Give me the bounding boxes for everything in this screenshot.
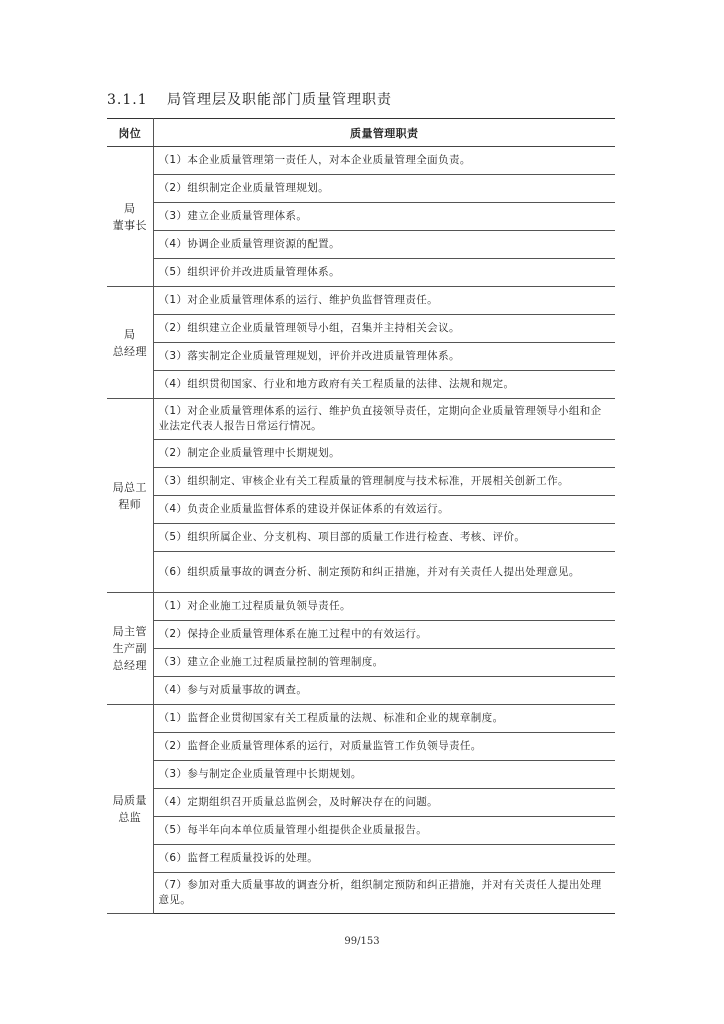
table-row xyxy=(107,147,615,175)
table-row xyxy=(107,259,615,287)
table-row xyxy=(107,315,615,343)
duty-cell: （2）保持企业质量管理体系在施工过程中的有效运行。 xyxy=(153,621,615,649)
section-heading xyxy=(107,89,392,109)
duty-cell: （2）组织制定企业质量管理规划。 xyxy=(153,175,615,203)
duty-cell: （7）参加对重大质量事故的调查分析，组织制定预防和纠正措施，并对有关责任人提出处理意见。 xyxy=(153,873,615,914)
duty-cell: （3）参与制定企业质量管理中长期规划。 xyxy=(153,761,615,789)
table-row xyxy=(107,468,615,496)
duty-cell: （4）参与对质量事故的调查。 xyxy=(153,677,615,705)
duty-cell: （2）制定企业质量管理中长期规划。 xyxy=(153,440,615,468)
table-row xyxy=(107,873,615,914)
duty-cell: （6）组织质量事故的调查分析、制定预防和纠正措施，并对有关责任人提出处理意见。 xyxy=(153,552,615,593)
table-row xyxy=(107,817,615,845)
role-text-line: 程师 xyxy=(118,497,142,511)
table-row xyxy=(107,440,615,468)
table-row xyxy=(107,761,615,789)
role-text-line: 总监 xyxy=(118,811,142,824)
header-role: 岗位 xyxy=(107,119,153,147)
duty-cell: （1）监督企业贯彻国家有关工程质量的法规、标准和企业的规章制度。 xyxy=(153,705,615,733)
duty-cell: （5）每半年向本单位质量管理小组提供企业质量报告。 xyxy=(153,817,615,845)
table-row xyxy=(107,524,615,552)
duty-cell: （1）对企业质量管理体系的运行、维护负直接领导责任，定期向企业质量管理领导小组和企业法定代表人报告日常运行情况。 xyxy=(153,399,615,440)
table-row xyxy=(107,231,615,259)
duty-cell: （4）组织贯彻国家、行业和地方政府有关工程质量的法律、法规和规定。 xyxy=(153,371,615,399)
table-row xyxy=(107,621,615,649)
table-row xyxy=(107,705,615,733)
group-general-manager xyxy=(107,287,615,399)
duty-cell: （6）监督工程质量投诉的处理。 xyxy=(153,845,615,873)
group-chief-engineer xyxy=(107,399,615,593)
role-text-line: 董事长 xyxy=(112,218,147,232)
page-number: 99/153 xyxy=(344,936,380,947)
duty-cell: （3）建立企业施工过程质量控制的管理制度。 xyxy=(153,649,615,677)
responsibility-table xyxy=(107,118,615,914)
group-chairman xyxy=(107,147,615,287)
section-title: 局管理层及职能部门质量管理职责 xyxy=(167,92,392,108)
duty-cell: （1）对企业质量管理体系的运行、维护负监督管理责任。 xyxy=(153,287,615,315)
table-row xyxy=(107,343,615,371)
duty-cell: （2）监督企业质量管理体系的运行，对质量监管工作负领导责任。 xyxy=(153,733,615,761)
header-duty: 质量管理职责 xyxy=(153,119,615,147)
role-text-line: 局质量 xyxy=(112,794,147,807)
table-row xyxy=(107,593,615,621)
table-row xyxy=(107,789,615,817)
group-production-vice-gm xyxy=(107,593,615,705)
group-quality-director xyxy=(107,705,615,914)
role-text-line: 局主管 xyxy=(112,625,147,638)
role-text-line: 局 xyxy=(124,327,136,341)
role-text-line: 总经理 xyxy=(112,659,147,672)
duty-cell: （4）协调企业质量管理资源的配置。 xyxy=(153,231,615,259)
role-cell-chairman xyxy=(107,147,153,287)
table-row xyxy=(107,287,615,315)
duty-cell: （2）组织建立企业质量管理领导小组，召集并主持相关会议。 xyxy=(153,315,615,343)
table-row xyxy=(107,496,615,524)
section-number: 3.1.1 xyxy=(107,92,148,108)
duty-cell: （3）落实制定企业质量管理规划，评价并改进质量管理体系。 xyxy=(153,343,615,371)
role-text-line: 局 xyxy=(124,201,136,215)
table-row xyxy=(107,677,615,705)
table-header-row xyxy=(107,119,615,147)
role-cell-chief-engineer xyxy=(107,399,153,593)
duty-cell: （4）负责企业质量监督体系的建设并保证体系的有效运行。 xyxy=(153,496,615,524)
table-row xyxy=(107,371,615,399)
role-cell-quality-director xyxy=(107,705,153,914)
duty-cell: （3）建立企业质量管理体系。 xyxy=(153,203,615,231)
duty-cell: （3）组织制定、审核企业有关工程质量的管理制度与技术标准，开展相关创新工作。 xyxy=(153,468,615,496)
duty-cell: （5）组织所属企业、分支机构、项目部的质量工作进行检查、考核、评价。 xyxy=(153,524,615,552)
table-row xyxy=(107,399,615,440)
table-row xyxy=(107,175,615,203)
role-text-line: 生产副 xyxy=(112,642,147,655)
duty-cell: （1）本企业质量管理第一责任人，对本企业质量管理全面负责。 xyxy=(153,147,615,175)
role-cell-production-vice-gm xyxy=(107,593,153,705)
duty-cell: （4）定期组织召开质量总监例会，及时解决存在的问题。 xyxy=(153,789,615,817)
table-row xyxy=(107,845,615,873)
role-text-line: 总经理 xyxy=(112,344,147,358)
role-cell-general-manager xyxy=(107,287,153,399)
table-row xyxy=(107,649,615,677)
role-text-line: 局总工 xyxy=(112,480,147,494)
duty-cell: （5）组织评价并改进质量管理体系。 xyxy=(153,259,615,287)
table-row xyxy=(107,733,615,761)
table-row xyxy=(107,552,615,593)
duty-cell: （1）对企业施工过程质量负领导责任。 xyxy=(153,593,615,621)
table-row xyxy=(107,203,615,231)
